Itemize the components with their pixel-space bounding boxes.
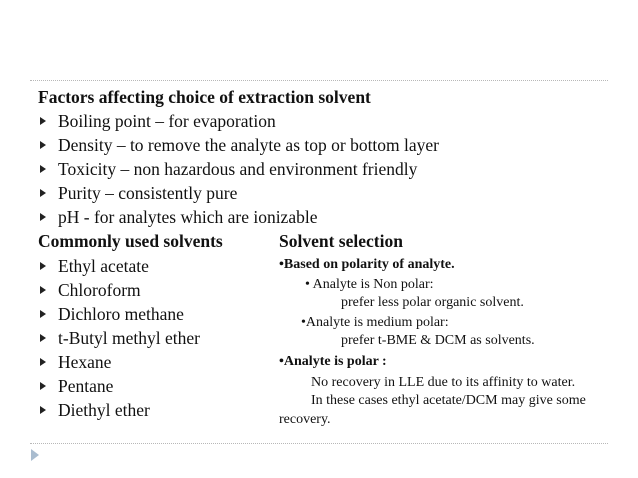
- top-divider: [30, 80, 608, 81]
- solvent-item: t-Butyl methyl ether: [58, 328, 200, 348]
- polar-line: No recovery in LLE due to its affinity to water.: [311, 375, 576, 390]
- polar-line: In these cases ethyl acetate/DCM may give some: [311, 393, 586, 408]
- factor-item: Purity – consistently pure: [58, 183, 238, 203]
- medium-preference: prefer t-BME & DCM as solvents.: [341, 333, 535, 348]
- triangle-bullet-icon: [40, 310, 46, 318]
- nonpolar-preference: prefer less polar organic solvent.: [341, 295, 524, 310]
- factor-item: pH - for analytes which are ionizable: [58, 207, 318, 227]
- factor-item: Toxicity – non hazardous and environment friendly: [58, 159, 418, 179]
- triangle-bullet-icon: [40, 406, 46, 414]
- polar-label: •Analyte is polar :: [279, 354, 387, 369]
- solvent-item: Dichloro methane: [58, 304, 184, 324]
- selection-heading: Solvent selection: [279, 231, 403, 251]
- triangle-bullet-icon: [40, 334, 46, 342]
- solvent-item: Chloroform: [58, 280, 141, 300]
- solvent-item: Diethyl ether: [58, 400, 150, 420]
- triangle-bullet-icon: [40, 382, 46, 390]
- triangle-marker-icon: [31, 449, 39, 461]
- factor-item: Density – to remove the analyte as top or bottom layer: [58, 135, 440, 155]
- nonpolar-label: • Analyte is Non polar:: [305, 277, 434, 292]
- triangle-bullet-icon: [40, 358, 46, 366]
- triangle-bullet-icon: [40, 262, 46, 270]
- solvents-heading: Commonly used solvents: [38, 231, 223, 251]
- triangle-bullet-icon: [40, 213, 46, 221]
- bottom-divider: [30, 443, 608, 444]
- triangle-bullet-icon: [40, 165, 46, 173]
- medium-label: •Analyte is medium polar:: [301, 315, 449, 330]
- factors-heading: Factors affecting choice of extraction solvent: [38, 87, 371, 107]
- solvent-item: Ethyl acetate: [58, 256, 149, 276]
- triangle-bullet-icon: [40, 141, 46, 149]
- triangle-bullet-icon: [40, 189, 46, 197]
- solvent-item: Pentane: [58, 376, 114, 396]
- polar-line: recovery.: [279, 412, 331, 427]
- selection-basis: •Based on polarity of analyte.: [279, 257, 455, 272]
- factor-item: Boiling point – for evaporation: [58, 111, 276, 131]
- solvent-item: Hexane: [58, 352, 112, 372]
- triangle-bullet-icon: [40, 286, 46, 294]
- triangle-bullet-icon: [40, 117, 46, 125]
